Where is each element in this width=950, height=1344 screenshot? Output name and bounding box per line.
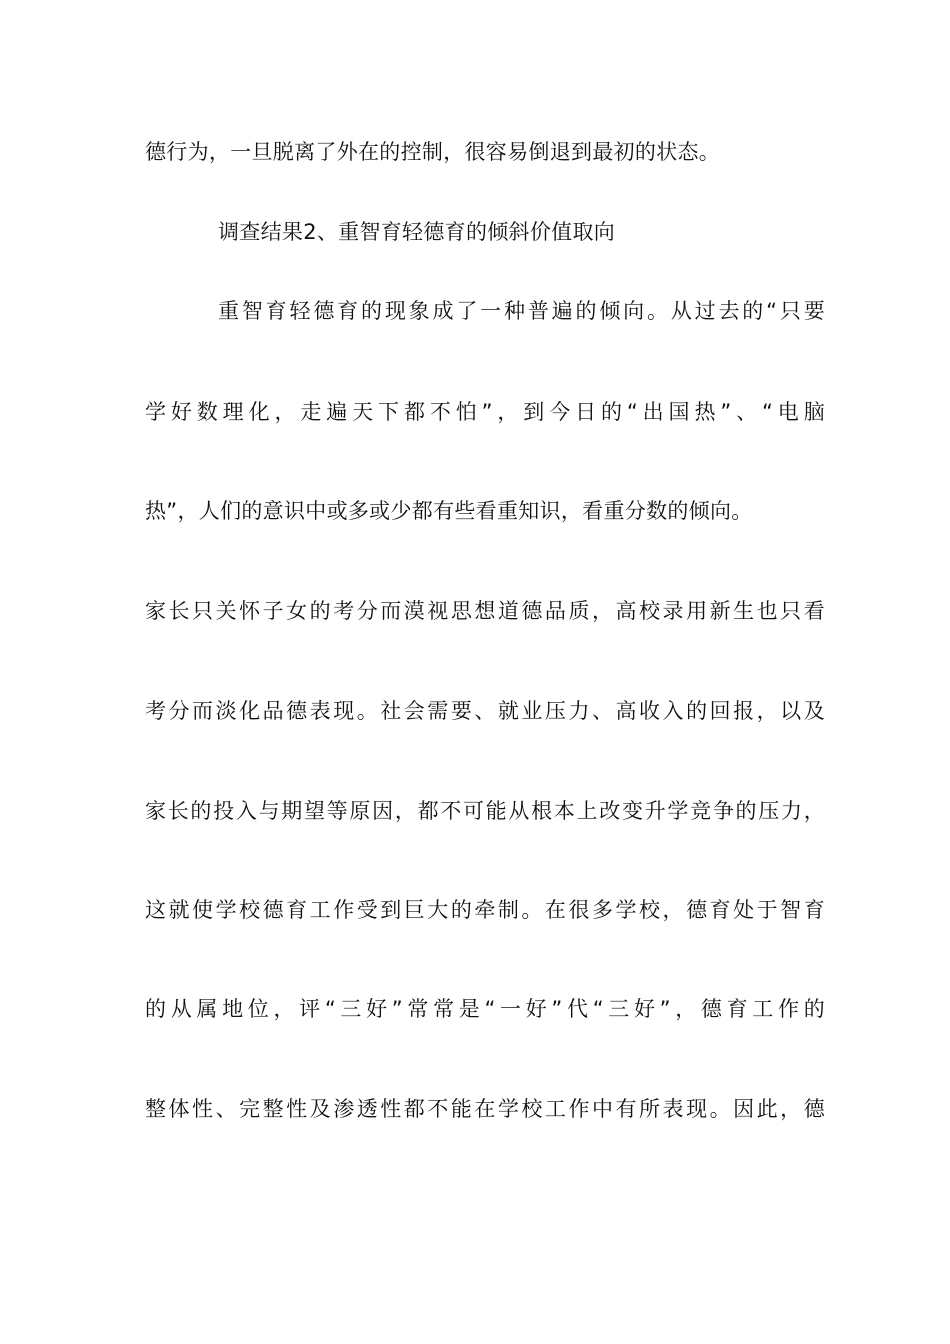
text-line: 家长只关怀子女的考分而漠视思想道德品质，高校录用新生也只看 xyxy=(145,599,825,623)
text-line: 重智育轻德育的现象成了一种普遍的倾向。从过去的“只要 xyxy=(218,299,825,323)
section-heading: 调查结果2、重智育轻德育的倾斜价值取向 xyxy=(218,220,616,244)
text-line: 热”，人们的意识中或多或少都有些看重知识，看重分数的倾向。 xyxy=(145,499,753,523)
text-line: 考分而淡化品德表现。社会需要、就业压力、高收入的回报，以及 xyxy=(145,699,825,723)
text-line: 德行为，一旦脱离了外在的控制，很容易倒退到最初的状态。 xyxy=(145,140,721,164)
text-line: 这就使学校德育工作受到巨大的牵制。在很多学校，德育处于智育 xyxy=(145,898,825,922)
text-line: 整体性、完整性及渗透性都不能在学校工作中有所表现。因此，德 xyxy=(145,1097,825,1121)
text-line: 的从属地位，评“三好”常常是“一好”代“三好”，德育工作的 xyxy=(145,997,825,1021)
text-line: 家长的投入与期望等原因，都不可能从根本上改变升学竞争的压力， xyxy=(145,799,825,823)
text-line: 学好数理化，走遍天下都不怕”，到今日的“出国热”、“电脑 xyxy=(145,400,825,424)
